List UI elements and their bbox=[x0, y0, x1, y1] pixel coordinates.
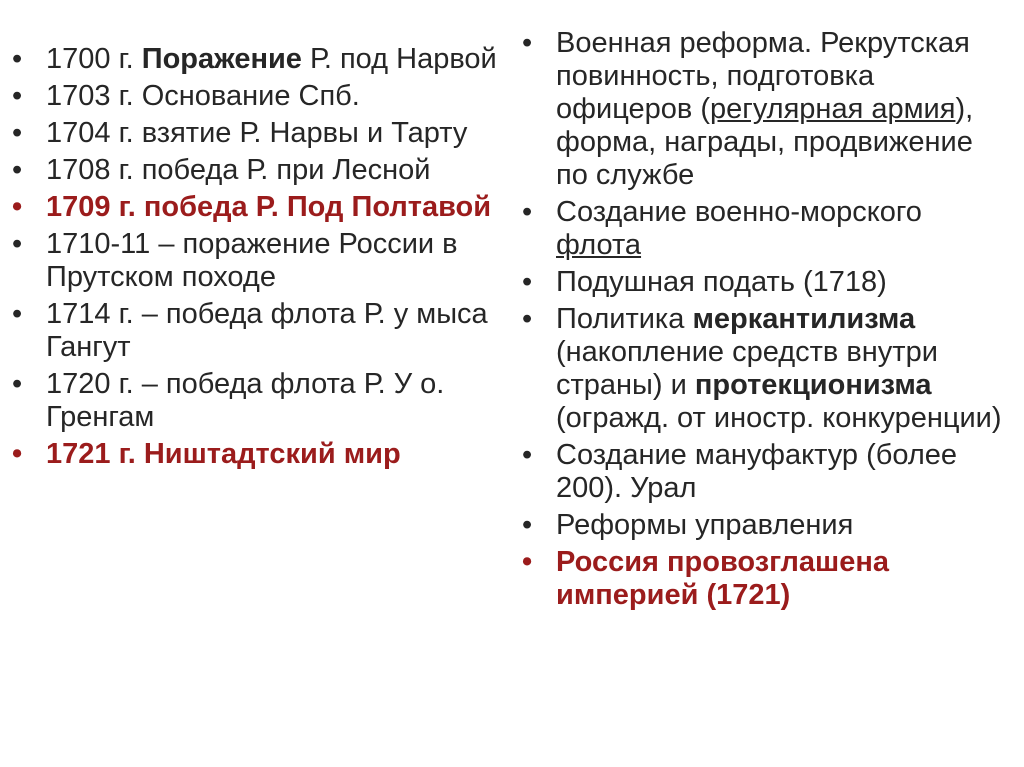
item-bold-text: меркантилизма bbox=[692, 303, 916, 335]
item-bold-text: Поражение bbox=[141, 43, 302, 75]
list-item-navy-creation bbox=[520, 196, 1010, 262]
list-item-nystad-peace bbox=[10, 438, 510, 471]
bullet-icon: • bbox=[12, 438, 23, 470]
item-text: ), форма, награды, продвижение по службе bbox=[556, 93, 974, 191]
item-text: (огражд. от иностр. конкуренции) bbox=[556, 402, 1002, 434]
item-text: Подушная подать (1718) bbox=[556, 266, 887, 298]
item-text: 1704 г. взятие Р. Нарвы и Тарту bbox=[46, 117, 468, 149]
list-item-prut-campaign bbox=[10, 228, 510, 294]
bullet-icon: • bbox=[12, 298, 23, 330]
list-item-spb-founding bbox=[10, 80, 510, 113]
item-text: Россия провозглашена империей (1721) bbox=[556, 546, 890, 611]
item-text: (накопление средств внутри страны) и bbox=[556, 336, 938, 401]
item-text: Р. под Нарвой bbox=[301, 43, 497, 75]
bullet-icon: • bbox=[12, 191, 23, 223]
list-item-empire-proclaimed bbox=[520, 546, 1010, 612]
bullet-icon: • bbox=[12, 117, 23, 149]
bullet-icon: • bbox=[522, 439, 533, 471]
left-column-list bbox=[10, 43, 510, 475]
list-item-grengam bbox=[10, 368, 510, 434]
list-item-governance-reforms bbox=[520, 509, 1010, 542]
item-text: 1700 г. bbox=[46, 43, 142, 75]
bullet-icon: • bbox=[12, 154, 23, 186]
list-item-narva-defeat bbox=[10, 43, 510, 76]
bullet-icon: • bbox=[12, 368, 23, 400]
bullet-icon: • bbox=[522, 266, 533, 298]
bullet-icon: • bbox=[522, 546, 533, 578]
list-item-mercantilism bbox=[520, 303, 1010, 435]
item-text: 1708 г. победа Р. при Лесной bbox=[46, 154, 431, 186]
right-column-list bbox=[520, 27, 1010, 616]
item-text: 1714 г. – победа флота Р. у мыса Гангут bbox=[46, 298, 488, 363]
item-text: Создание военно-морского bbox=[556, 196, 922, 228]
bullet-icon: • bbox=[522, 509, 533, 541]
list-item-poll-tax bbox=[520, 266, 1010, 299]
bullet-icon: • bbox=[12, 228, 23, 260]
bullet-icon: • bbox=[522, 303, 533, 335]
item-text: 1710-11 – поражение России в Прутском походе bbox=[46, 228, 458, 293]
item-underlined-text: флота bbox=[556, 229, 642, 261]
list-item-lesnaya bbox=[10, 154, 510, 187]
item-bold-text: протекционизма bbox=[694, 369, 932, 401]
list-item-poltava bbox=[10, 191, 510, 224]
item-text: Реформы управления bbox=[556, 509, 854, 541]
item-text: 1703 г. Основание Спб. bbox=[46, 80, 360, 112]
bullet-icon: • bbox=[522, 27, 533, 59]
item-text: 1720 г. – победа флота Р. У о. Гренгам bbox=[46, 368, 445, 433]
bullet-icon: • bbox=[12, 43, 23, 75]
list-item-gangut bbox=[10, 298, 510, 364]
bullet-icon: • bbox=[522, 196, 533, 228]
item-text: Политика bbox=[556, 303, 693, 335]
item-text: Создание мануфактур (более 200). Урал bbox=[556, 439, 958, 504]
item-text: 1709 г. победа Р. Под Полтавой bbox=[46, 191, 492, 223]
item-text: 1721 г. Ништадтский мир bbox=[46, 438, 401, 470]
list-item-narva-tartu bbox=[10, 117, 510, 150]
list-item-manufactories bbox=[520, 439, 1010, 505]
list-item-military-reform bbox=[520, 27, 1010, 192]
bullet-icon: • bbox=[12, 80, 23, 112]
item-text: Военная реформа. Рекрутская повинность, подготовка офицеров ( bbox=[556, 27, 970, 125]
item-underlined-text: регулярная армия bbox=[709, 93, 956, 125]
